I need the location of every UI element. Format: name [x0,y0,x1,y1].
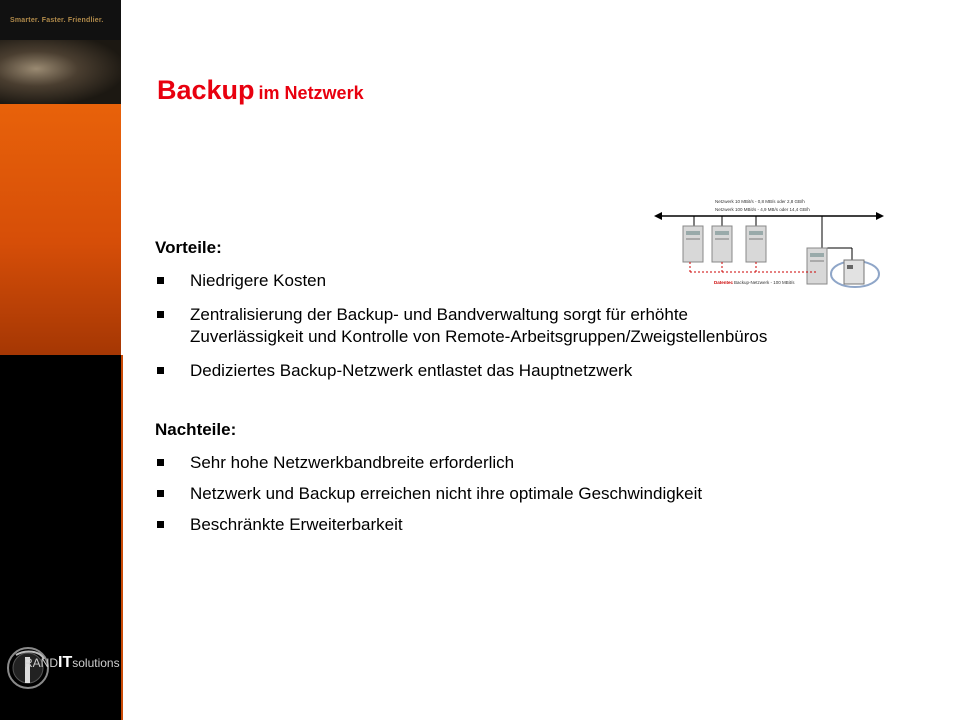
list-item: Sehr hohe Netzwerkbandbreite erforderlich [157,452,937,474]
list-item: Zentralisierung der Backup- und Bandverwaltung sorgt für erhöhte Zuverlässigkeit und Kontrolle von Remote-Arbeitsgruppen/Zweigstellenbüros [157,304,937,348]
bullet-square-icon [157,490,164,497]
slide-title [157,75,364,106]
diagram-speed-label-1: Netzwerk 10 MBit/s - 0,8 MB/s oder 2,8 GB/h [715,199,805,204]
server-icon [683,226,703,262]
water-splash-image [0,40,121,104]
bullet-square-icon [157,367,164,374]
server-icon [712,226,732,262]
brand-tagline: Smarter. Faster. Friendlier. [10,17,104,24]
sidebar-top-band [0,0,121,40]
arrow-left-icon [654,212,662,220]
list-item: Beschränkte Erweiterbarkeit [157,514,937,536]
server-icon [746,226,766,262]
title-sub: im Netzwerk [258,83,364,103]
list-item: Netzwerk und Backup erreichen nicht ihre optimale Geschwindigkeit [157,483,937,505]
diagram-brand-label: Datentec [714,280,734,285]
title-main: Backup [157,75,255,105]
diagram-speed-label-2: Netzwerk 100 MBit/s - 4,9 MB/s oder 14,4 GB/h [715,207,810,212]
vorteile-heading: Vorteile: [155,238,222,257]
sidebar-edge-strip [121,355,123,720]
bullet-square-icon [157,521,164,528]
nachteile-heading: Nachteile: [155,420,237,439]
logo-wordmark: RANDITsolutions [24,654,120,671]
diagram-backup-label: Backup-Netzwerk - 100 MBit/s [734,280,795,285]
company-logo [6,635,118,701]
list-item: Niedrigere Kosten [157,270,937,292]
arrow-right-icon [876,212,884,220]
bullet-square-icon [157,311,164,318]
bullet-square-icon [157,459,164,466]
sidebar [0,0,121,720]
bullet-square-icon [157,277,164,284]
sidebar-orange-band [0,104,121,355]
list-item: Dediziertes Backup-Netzwerk entlastet das Hauptnetzwerk [157,360,937,382]
